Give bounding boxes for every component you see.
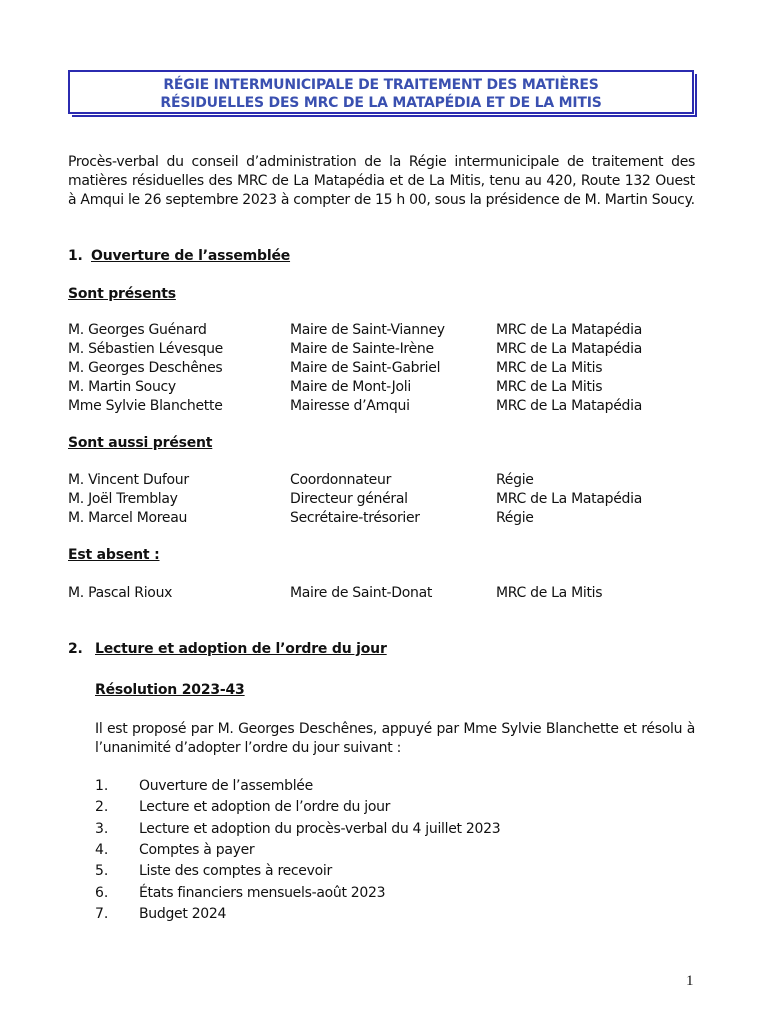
agenda-item-label: Comptes à payer bbox=[139, 842, 255, 858]
title-line-2: RÉSIDUELLES DES MRC DE LA MATAPÉDIA ET DE LA MITIS bbox=[160, 95, 602, 111]
attendee-name: M. Georges Deschênes bbox=[68, 360, 223, 376]
intro-paragraph: Procès-verbal du conseil d’administration de la Régie intermunicipale de traitement des matières résiduelles des MRC de La Matapédia et de La Mitis, tenu au 420, Route 132 Ouest à Amqui le 26 septembre 2023 à compter de 15 h 00, sous la présidence de M. Martin Soucy. bbox=[68, 154, 695, 208]
agenda-item-number: 6. bbox=[95, 885, 109, 901]
attendee-org: Régie bbox=[496, 510, 534, 526]
attendee-role: Maire de Saint-Vianney bbox=[290, 322, 445, 338]
agenda-item-number: 2. bbox=[95, 799, 109, 815]
attendee-name: M. Marcel Moreau bbox=[68, 510, 188, 526]
attendee-org: Régie bbox=[496, 472, 534, 488]
attendee-name: M. Georges Guénard bbox=[68, 322, 207, 338]
attendee-role: Maire de Saint-Donat bbox=[290, 585, 433, 601]
agenda-item-number: 1. bbox=[95, 778, 109, 794]
attendee-name: Mme Sylvie Blanchette bbox=[68, 398, 223, 414]
document-title-box bbox=[68, 70, 694, 114]
attendee-name: M. Martin Soucy bbox=[68, 379, 176, 395]
attendee-role: Maire de Sainte-Irène bbox=[290, 341, 434, 357]
attendee-org: MRC de La Mitis bbox=[496, 360, 603, 376]
attendee-role: Mairesse d’Amqui bbox=[290, 398, 410, 414]
attendee-role: Directeur général bbox=[290, 491, 408, 507]
agenda-item-number: 5. bbox=[95, 863, 109, 879]
attendee-role: Maire de Saint-Gabriel bbox=[290, 360, 441, 376]
resolution-text: Il est proposé par M. Georges Deschênes, appuyé par Mme Sylvie Blanchette et résolu à l’unanimité d’adopter l’ordre du jour suivant : bbox=[95, 721, 695, 756]
resolution-number: Résolution 2023-43 bbox=[95, 682, 245, 698]
agenda-item-label: Ouverture de l’assemblée bbox=[139, 778, 313, 794]
agenda-item-number: 3. bbox=[95, 821, 109, 837]
attendee-role: Secrétaire-trésorier bbox=[290, 510, 420, 526]
attendee-org: MRC de La Matapédia bbox=[496, 341, 642, 357]
agenda-item-number: 7. bbox=[95, 906, 109, 922]
section-1-title: Ouverture de l’assemblée bbox=[91, 248, 291, 264]
agenda-item-label: Lecture et adoption du procès-verbal du 4 juillet 2023 bbox=[139, 821, 501, 837]
also-present-heading: Sont aussi présent bbox=[68, 435, 213, 451]
agenda-item-label: États financiers mensuels-août 2023 bbox=[139, 885, 386, 901]
attendee-org: MRC de La Matapédia bbox=[496, 322, 642, 338]
agenda-item-number: 4. bbox=[95, 842, 109, 858]
page-number: 1 bbox=[686, 973, 694, 989]
attendee-org: MRC de La Mitis bbox=[496, 585, 603, 601]
attendee-org: MRC de La Mitis bbox=[496, 379, 603, 395]
attendee-name: M. Joël Tremblay bbox=[68, 491, 178, 507]
attendee-role: Coordonnateur bbox=[290, 472, 392, 488]
attendee-name: M. Vincent Dufour bbox=[68, 472, 189, 488]
agenda-item-label: Budget 2024 bbox=[139, 906, 227, 922]
attendee-role: Maire de Mont-Joli bbox=[290, 379, 411, 395]
attendee-name: M. Sébastien Lévesque bbox=[68, 341, 223, 357]
agenda-item-label: Lecture et adoption de l’ordre du jour bbox=[139, 799, 391, 815]
agenda-item-label: Liste des comptes à recevoir bbox=[139, 863, 332, 879]
section-1-number: 1. bbox=[68, 248, 83, 264]
present-heading: Sont présents bbox=[68, 286, 176, 302]
attendee-org: MRC de La Matapédia bbox=[496, 398, 642, 414]
section-2-title: Lecture et adoption de l’ordre du jour bbox=[95, 641, 387, 657]
section-2-number: 2. bbox=[68, 641, 83, 657]
absent-heading: Est absent : bbox=[68, 547, 160, 563]
attendee-org: MRC de La Matapédia bbox=[496, 491, 642, 507]
attendee-name: M. Pascal Rioux bbox=[68, 585, 173, 601]
title-line-1: RÉGIE INTERMUNICIPALE DE TRAITEMENT DES MATIÈRES bbox=[163, 77, 599, 93]
